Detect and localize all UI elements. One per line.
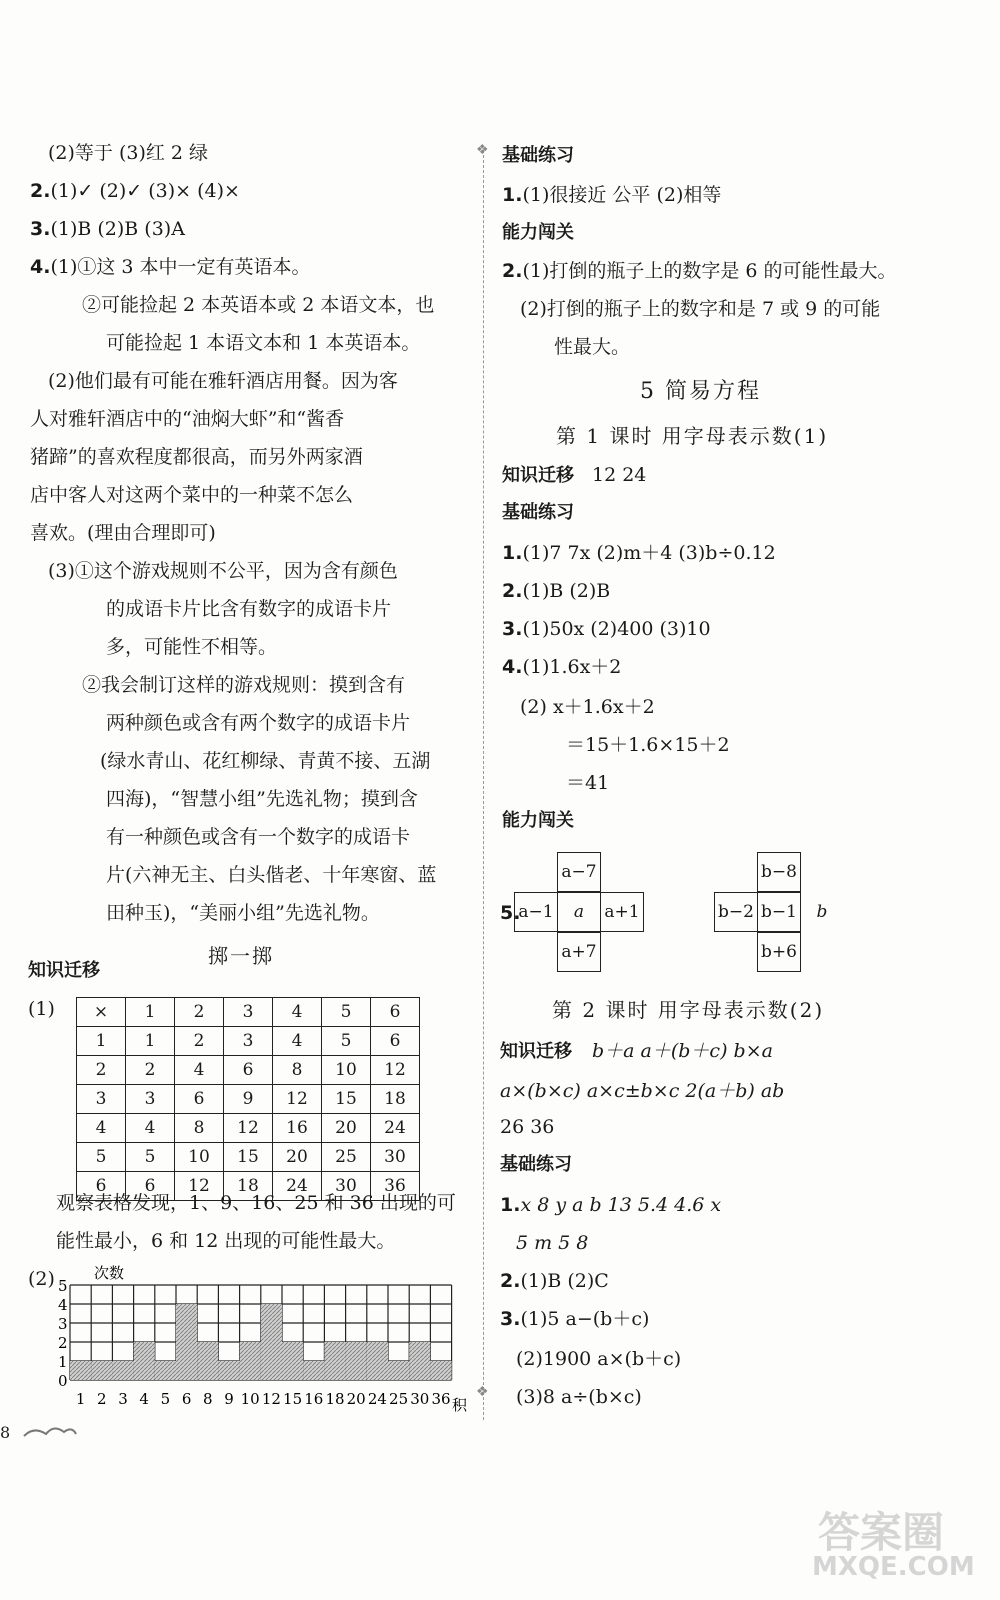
- y-tick-label: 3: [58, 1315, 68, 1333]
- x-axis-label: 积: [452, 1396, 468, 1414]
- x-tick-label: 18: [325, 1390, 345, 1408]
- part-label: (2): [28, 1268, 55, 1290]
- box-a-top: a−7: [557, 852, 601, 892]
- table-cell: 6: [175, 1085, 224, 1114]
- x-tick-label: 4: [139, 1390, 149, 1408]
- table-cell: 30: [371, 1143, 420, 1172]
- part-label: (1): [28, 998, 55, 1020]
- table-cell: 5: [126, 1143, 175, 1172]
- unit-title: 5 简易方程: [640, 379, 761, 404]
- table-cell: 20: [273, 1143, 322, 1172]
- box-a-bottom: a+7: [557, 932, 601, 972]
- page-number: 8: [0, 1423, 11, 1442]
- answer-line: 2.(1)打倒的瓶子上的数字是 6 的可能性最大。: [502, 260, 897, 282]
- table-cell: 2: [126, 1056, 175, 1085]
- bar-8: [197, 1342, 218, 1380]
- answer-line: 片(六神无主、白头偕老、十年寒窗、蓝: [106, 864, 437, 886]
- answer-line: 有一种颜色或含有一个数字的成语卡: [106, 826, 411, 848]
- table-cell: 6: [77, 1172, 126, 1201]
- table-cell: 36: [371, 1172, 420, 1201]
- table-cell: 8: [273, 1056, 322, 1085]
- table-cell: 3: [224, 1027, 273, 1056]
- answer-line: 5 m 5 8: [516, 1232, 589, 1254]
- answer-line: (绿水青山、花红柳绿、青黄不接、五湖: [100, 750, 431, 772]
- section-heading: 基础练习: [502, 502, 574, 523]
- section-title: 掷一掷: [208, 944, 274, 968]
- table-cell: 1: [77, 1027, 126, 1056]
- y-tick-label: 4: [58, 1296, 68, 1314]
- table-header-cell: 5: [322, 998, 371, 1027]
- bar-15: [282, 1342, 303, 1380]
- x-tick-label: 15: [283, 1390, 303, 1408]
- bar-20: [346, 1342, 367, 1380]
- section-heading: 知识迁移 b＋a a＋(b＋c) b×a: [500, 1040, 773, 1062]
- table-cell: 15: [224, 1143, 273, 1172]
- table-cell: 5: [77, 1143, 126, 1172]
- box-a-center: a: [557, 892, 601, 932]
- section-heading: 能力闯关: [502, 222, 574, 243]
- answer-line: ＝15＋1.6×15＋2: [566, 734, 730, 756]
- table-row: [77, 1143, 420, 1172]
- x-tick-label: 24: [367, 1390, 387, 1408]
- answer-line: ②我会制订这样的游戏规则：摸到含有: [82, 674, 406, 696]
- y-tick-label: 5: [58, 1277, 68, 1295]
- bar-25: [388, 1361, 409, 1380]
- table-cell: 2: [175, 1027, 224, 1056]
- x-tick-label: 36: [431, 1390, 451, 1408]
- x-tick-label: 9: [224, 1390, 234, 1408]
- answer-line: 性最大。: [554, 336, 631, 358]
- bar-6: [176, 1304, 197, 1380]
- answer-line: ②可能捡起 2 本英语本或 2 本语文本，也: [82, 294, 435, 316]
- answer-line: 1.(1)很接近 公平 (2)相等: [502, 184, 722, 206]
- table-header-cell: ×: [77, 998, 126, 1027]
- answer-line: 人对雅轩酒店中的“油焖大虾”和“酱香: [30, 408, 345, 430]
- y-tick-label: 2: [58, 1334, 68, 1352]
- table-cell: 18: [371, 1085, 420, 1114]
- observation-line: 观察表格发现，1、9、16、25 和 36 出现的可: [56, 1192, 456, 1214]
- answer-line: (3)①这个游戏规则不公平，因为含有颜色: [48, 560, 398, 582]
- answer-line: 4.(1)①这 3 本中一定有英语本。: [30, 256, 311, 278]
- answer-line: 田种玉)，“美丽小组”先选礼物。: [106, 902, 380, 924]
- column-divider: [483, 150, 484, 1420]
- table-row: [77, 1027, 420, 1056]
- y-tick-label: 1: [58, 1353, 68, 1371]
- answer-line: (2) x＋1.6x＋2: [520, 696, 655, 718]
- table-header-cell: 2: [175, 998, 224, 1027]
- ornament-icon: ❖: [476, 1384, 489, 1400]
- section-heading: 知识迁移 12 24: [502, 464, 647, 486]
- section-heading: 能力闯关: [502, 810, 574, 831]
- answer-line: 1.x 8 y a b 13 5.4 4.6 x: [500, 1194, 722, 1216]
- answer-line: 3.(1)50x (2)400 (3)10: [502, 618, 711, 640]
- table-cell: 24: [273, 1172, 322, 1201]
- section-heading: 基础练习: [500, 1154, 572, 1175]
- table-row: [77, 998, 420, 1027]
- answer-line: 2.(1)B (2)C: [500, 1270, 609, 1292]
- x-tick-label: 25: [389, 1390, 409, 1408]
- question-number: 5.: [500, 902, 521, 924]
- x-tick-label: 10: [240, 1390, 260, 1408]
- answer-line: 的成语卡片比含有数字的成语卡片: [106, 598, 392, 620]
- answer-line: ＝41: [566, 772, 610, 794]
- answer-line: 店中客人对这两个菜中的一种菜不怎么: [30, 484, 354, 506]
- answer-line: 4.(1)1.6x＋2: [502, 656, 622, 678]
- table-cell: 20: [322, 1114, 371, 1143]
- answer-line: (2)等于 (3)红 2 绿: [48, 142, 209, 164]
- table-cell: 12: [224, 1114, 273, 1143]
- bar-10: [240, 1342, 261, 1380]
- table-cell: 15: [322, 1085, 371, 1114]
- box-a-left: a−1: [514, 892, 558, 932]
- box-a-right: a+1: [600, 892, 644, 932]
- answer-line: 可能捡起 1 本语文本和 1 本英语本。: [106, 332, 421, 354]
- x-tick-label: 3: [118, 1390, 128, 1408]
- table-cell: 10: [175, 1143, 224, 1172]
- bar-9: [218, 1361, 239, 1380]
- table-cell: 24: [371, 1114, 420, 1143]
- answer-line: 喜欢。(理由合理即可): [30, 522, 216, 544]
- bar-4: [134, 1342, 155, 1380]
- cloud-ornament-icon: [20, 1422, 80, 1442]
- table-cell: 1: [126, 1027, 175, 1056]
- lesson-title: 第 1 课时 用字母表示数(1): [556, 424, 829, 448]
- table-cell: 4: [273, 1027, 322, 1056]
- box-b-left: b−2: [714, 892, 758, 932]
- x-tick-label: 16: [304, 1390, 324, 1408]
- table-cell: 25: [322, 1143, 371, 1172]
- answer-line: (2)他们最有可能在雅轩酒店用餐。因为客: [48, 370, 398, 392]
- box-b-right: b: [816, 902, 828, 922]
- bar-2: [91, 1361, 112, 1380]
- x-tick-label: 20: [346, 1390, 366, 1408]
- table-cell: 12: [371, 1056, 420, 1085]
- ornament-icon: ❖: [476, 142, 489, 158]
- answer-line: 3.(1)B (2)B (3)A: [30, 218, 185, 240]
- bar-36: [430, 1361, 451, 1380]
- table-header-cell: 3: [224, 998, 273, 1027]
- table-cell: 16: [273, 1114, 322, 1143]
- table-header-cell: 6: [371, 998, 420, 1027]
- table-header-cell: 1: [126, 998, 175, 1027]
- bar-16: [303, 1361, 324, 1380]
- box-b-center: b−1: [757, 892, 801, 932]
- answer-line: a×(b×c) a×c±b×c 2(a＋b) ab: [500, 1080, 785, 1102]
- section-heading: 知识迁移: [28, 960, 100, 981]
- table-cell: 10: [322, 1056, 371, 1085]
- box-b-top: b−8: [757, 852, 801, 892]
- section-heading: 基础练习: [502, 145, 574, 166]
- table-cell: 4: [126, 1114, 175, 1143]
- table-cell: 4: [77, 1114, 126, 1143]
- x-tick-label: 30: [410, 1390, 430, 1408]
- watermark-url: MXQE.COM: [812, 1552, 975, 1582]
- table-cell: 12: [175, 1172, 224, 1201]
- table-cell: 3: [126, 1085, 175, 1114]
- table-cell: 2: [77, 1056, 126, 1085]
- answer-line: 多，可能性不相等。: [106, 636, 278, 658]
- table-cell: 3: [77, 1085, 126, 1114]
- table-header-cell: 4: [273, 998, 322, 1027]
- x-tick-label: 6: [181, 1390, 192, 1408]
- answer-line: 猪蹄”的喜欢程度都很高，而另外两家酒: [30, 446, 363, 468]
- bar-24: [367, 1342, 388, 1380]
- bar-1: [70, 1361, 91, 1380]
- frequency-chart: [20, 1262, 480, 1422]
- table-cell: 6: [224, 1056, 273, 1085]
- table-cell: 8: [175, 1114, 224, 1143]
- answer-line: 1.(1)7 7x (2)m＋4 (3)b÷0.12: [502, 542, 776, 564]
- watermark-logo: 答案圈: [818, 1508, 945, 1557]
- table-cell: 9: [224, 1085, 273, 1114]
- bar-18: [324, 1342, 345, 1380]
- table-cell: 6: [371, 1027, 420, 1056]
- lesson-title: 第 2 课时 用字母表示数(2): [552, 998, 825, 1022]
- answer-line: 26 36: [500, 1116, 555, 1138]
- answer-line: 两种颜色或含有两个数字的成语卡片: [106, 712, 411, 734]
- x-tick-label: 12: [261, 1390, 281, 1408]
- bar-12: [261, 1304, 282, 1380]
- table-cell: 12: [273, 1085, 322, 1114]
- answer-line: (2)打倒的瓶子上的数字和是 7 或 9 的可能: [520, 298, 881, 320]
- table-row: [77, 1056, 420, 1085]
- y-axis-label: 次数: [94, 1264, 125, 1282]
- bar-3: [112, 1361, 133, 1380]
- table-cell: 6: [126, 1172, 175, 1201]
- x-tick-label: 2: [97, 1390, 107, 1408]
- answer-line: 四海)，“智慧小组”先选礼物；摸到含: [106, 788, 418, 810]
- x-tick-label: 5: [160, 1390, 171, 1408]
- y-tick-label: 0: [58, 1372, 68, 1390]
- answer-line: (2)1900 a×(b＋c): [516, 1348, 682, 1370]
- answer-line: (3)8 a÷(b×c): [516, 1386, 642, 1408]
- x-tick-label: 8: [203, 1390, 213, 1408]
- observation-line: 能性最小，6 和 12 出现的可能性最大。: [56, 1230, 396, 1252]
- answer-line: 2.(1)B (2)B: [502, 580, 611, 602]
- bar-30: [409, 1342, 430, 1380]
- box-b-bottom: b+6: [757, 932, 801, 972]
- table-row: [77, 1085, 420, 1114]
- table-cell: 30: [322, 1172, 371, 1201]
- bar-5: [155, 1361, 176, 1380]
- table-row: [77, 1114, 420, 1143]
- answer-line: 2.(1)✓ (2)✓ (3)× (4)×: [30, 180, 240, 202]
- multiplication-table: [76, 997, 420, 1201]
- x-tick-label: 1: [75, 1390, 86, 1408]
- table-cell: 5: [322, 1027, 371, 1056]
- table-cell: 4: [175, 1056, 224, 1085]
- table-cell: 18: [224, 1172, 273, 1201]
- answer-line: 3.(1)5 a−(b＋c): [500, 1308, 650, 1330]
